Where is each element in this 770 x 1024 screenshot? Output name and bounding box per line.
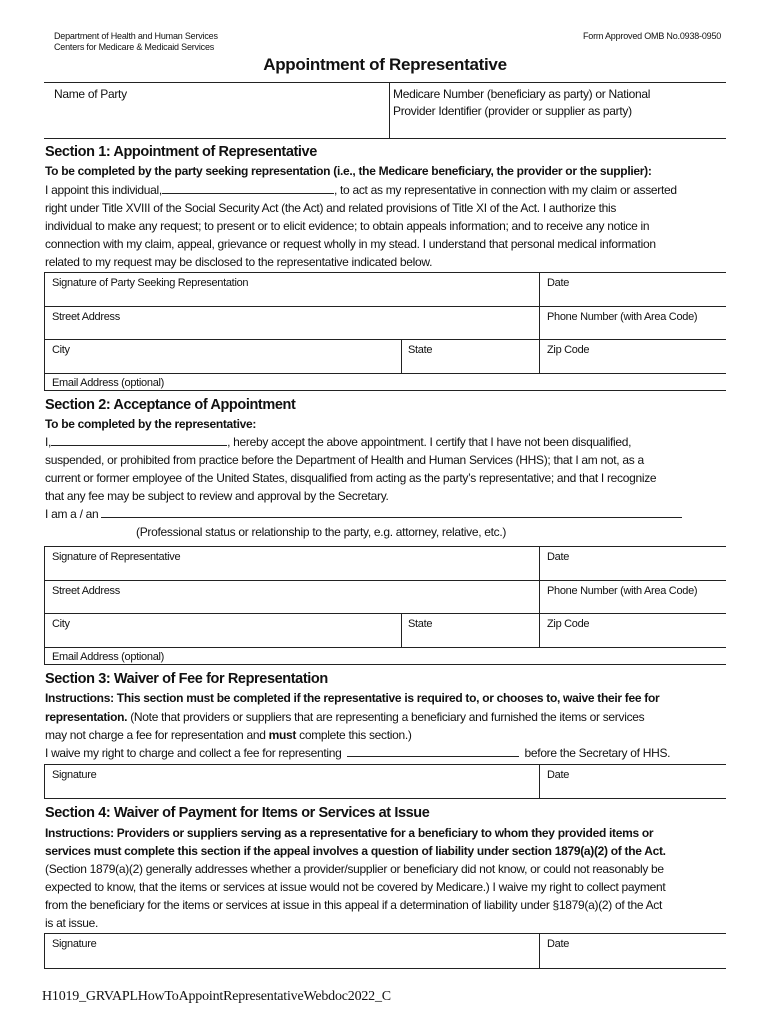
s1-street-field[interactable] xyxy=(45,324,538,338)
section3-instruction-3 xyxy=(45,726,412,744)
s2-street-label: Street Address xyxy=(52,585,120,597)
medicare-number-label-1: Medicare Number (beneficiary as party) or National xyxy=(393,87,651,101)
section2-line4: that any fee may be subject to review and approval by the Secretary. xyxy=(45,489,389,503)
section2-line5-pre: I am a / an xyxy=(45,507,99,521)
section1-line1-pre: I appoint this individual, xyxy=(45,183,162,197)
section2-line1 xyxy=(45,433,631,451)
section3-instruction-3-bold: must xyxy=(268,728,297,742)
section3-waiver-post: before the Secretary of HHS. xyxy=(524,746,671,760)
s3-signature-label: Signature xyxy=(52,769,97,781)
s2-phone-label: Phone Number (with Area Code) xyxy=(547,585,698,597)
section4-line6: is at issue. xyxy=(45,916,99,930)
section3-title: Section 3: Waiver of Fee for Representation xyxy=(45,671,328,687)
section4-line5: from the beneficiary for the items or services at issue in this appeal if a determination of liability under §1879(a)(2) of the Act xyxy=(45,898,663,912)
s2-city-field[interactable] xyxy=(45,631,400,646)
professional-status-blank[interactable] xyxy=(101,506,682,518)
section1-line4: connection with my claim, appeal, grievance or request wholly in my stead. I understand that personal medical information xyxy=(45,237,656,251)
section1-line5: related to my request may be disclosed to the representative indicated below. xyxy=(45,255,433,269)
representative-name-blank[interactable] xyxy=(162,182,334,194)
s1-zip-label: Zip Code xyxy=(547,344,590,356)
section4-line4: expected to know, that the items or services at issue would not be covered by Medicare.) I waive my right to collect payment xyxy=(45,880,666,894)
s1-city-field[interactable] xyxy=(45,357,400,372)
s2-zip-field[interactable] xyxy=(540,631,726,646)
s4-signature-label: Signature xyxy=(52,938,97,950)
s2-street-field[interactable] xyxy=(45,598,538,612)
representative-name-blank-2[interactable] xyxy=(51,434,227,446)
s3-signature-field[interactable] xyxy=(45,782,538,797)
section2-line1-pre: I, xyxy=(45,435,52,449)
section4-title: Section 4: Waiver of Payment for Items or Services at Issue xyxy=(45,805,430,821)
form-title: Appointment of Representative xyxy=(263,55,507,74)
s1-street-label: Street Address xyxy=(52,311,120,323)
s2-email-field[interactable] xyxy=(180,649,726,663)
section3-instruction-2 xyxy=(45,708,644,726)
s2-signature-label: Signature of Representative xyxy=(52,551,181,563)
s1-date-label: Date xyxy=(547,277,570,289)
section3-instruction-3-post: complete this section.) xyxy=(296,728,412,742)
section3-waiver-pre: I waive my right to charge and collect a fee for representing xyxy=(45,746,342,760)
s1-signature-field[interactable] xyxy=(45,290,538,305)
section3-instruction-3-pre: may not charge a fee for representation and xyxy=(45,728,269,742)
s3-date-field[interactable] xyxy=(540,782,726,797)
s2-city-label: City xyxy=(52,618,70,630)
s2-date-field[interactable] xyxy=(540,564,726,579)
s3-date-label: Date xyxy=(547,769,570,781)
section2-line5 xyxy=(45,505,682,523)
section1-line2: right under Title XVIII of the Social Security Act (the Act) and related provisions of Title XI of the Act. I authorize this xyxy=(45,201,617,215)
department-line: Department of Health and Human Services xyxy=(54,31,218,41)
section2-title: Section 2: Acceptance of Appointment xyxy=(45,397,296,413)
section3-waiver-line xyxy=(45,744,670,762)
section3-instruction-1: Instructions: This section must be completed if the representative is required to, or chooses to, waive their fee for xyxy=(45,691,660,705)
form-code-footer: H1019_GRVAPLHowToAppointRepresentativeWebdoc2022_C xyxy=(42,989,391,1004)
name-of-party-field[interactable] xyxy=(44,100,388,136)
section1-line3: individual to make any request; to present or to elicit evidence; to obtain appeals information; and to receive any notice in xyxy=(45,219,650,233)
medicare-number-field[interactable] xyxy=(390,120,726,137)
s1-signature-label: Signature of Party Seeking Representation xyxy=(52,277,249,289)
s4-signature-field[interactable] xyxy=(45,951,538,967)
section2-line3: current or former employee of the United States, disqualified from acting as the party’s representative; and that I recognize xyxy=(45,471,657,485)
waiver-party-blank[interactable] xyxy=(347,745,519,757)
s2-phone-field[interactable] xyxy=(540,598,726,612)
section4-instruction-1: Instructions: Providers or suppliers serving as a representative for a beneficiary to whom they provided items or xyxy=(45,826,654,840)
s1-state-field[interactable] xyxy=(402,357,538,372)
s1-state-label: State xyxy=(408,344,433,356)
s1-phone-label: Phone Number (with Area Code) xyxy=(547,311,698,323)
s1-zip-field[interactable] xyxy=(540,357,726,372)
s1-phone-field[interactable] xyxy=(540,324,726,338)
section1-line1 xyxy=(45,181,677,199)
section1-title: Section 1: Appointment of Representative xyxy=(45,144,317,160)
s2-state-field[interactable] xyxy=(402,631,538,646)
s1-email-label: Email Address (optional) xyxy=(52,377,165,389)
section1-instruction: To be completed by the party seeking representation (i.e., the Medicare beneficiary, the provider or the supplier): xyxy=(45,164,652,178)
section1-line1-post: , to act as my representative in connection with my claim or asserted xyxy=(333,183,677,197)
professional-status-note: (Professional status or relationship to the party, e.g. attorney, relative, etc.) xyxy=(136,525,507,539)
s4-date-field[interactable] xyxy=(540,951,726,967)
s2-zip-label: Zip Code xyxy=(547,618,590,630)
s2-email-label: Email Address (optional) xyxy=(52,651,165,663)
section2-line2: suspended, or prohibited from practice before the Department of Health and Human Services (HHS); that I am not, as a xyxy=(45,453,644,467)
section4-line3: (Section 1879(a)(2) generally addresses whether a provider/supplier or beneficiary did not know, or could not reasonably be xyxy=(45,862,664,876)
s1-email-field[interactable] xyxy=(180,375,726,389)
medicare-number-label-2: Provider Identifier (provider or supplier as party) xyxy=(393,104,632,118)
s2-state-label: State xyxy=(408,618,433,630)
section4-instruction-2: services must complete this section if the appeal involves a question of liability under section 1879(a)(2) of the Act. xyxy=(45,844,666,858)
agency-line: Centers for Medicare & Medicaid Services xyxy=(54,42,215,52)
omb-number: Form Approved OMB No.0938-0950 xyxy=(583,31,722,41)
s2-signature-field[interactable] xyxy=(45,564,538,579)
section3-instruction-2-rest: (Note that providers or suppliers that are representing a beneficiary and furnished the items or services xyxy=(127,710,645,724)
s4-date-label: Date xyxy=(547,938,570,950)
s1-date-field[interactable] xyxy=(540,290,726,305)
s2-date-label: Date xyxy=(547,551,570,563)
name-of-party-label: Name of Party xyxy=(54,87,127,101)
section3-instruction-2-bold: representation. xyxy=(45,710,128,724)
section2-line1-post: , hereby accept the above appointment. I certify that I have not been disqualified, xyxy=(227,435,632,449)
section2-instruction: To be completed by the representative: xyxy=(45,417,257,431)
s1-city-label: City xyxy=(52,344,70,356)
